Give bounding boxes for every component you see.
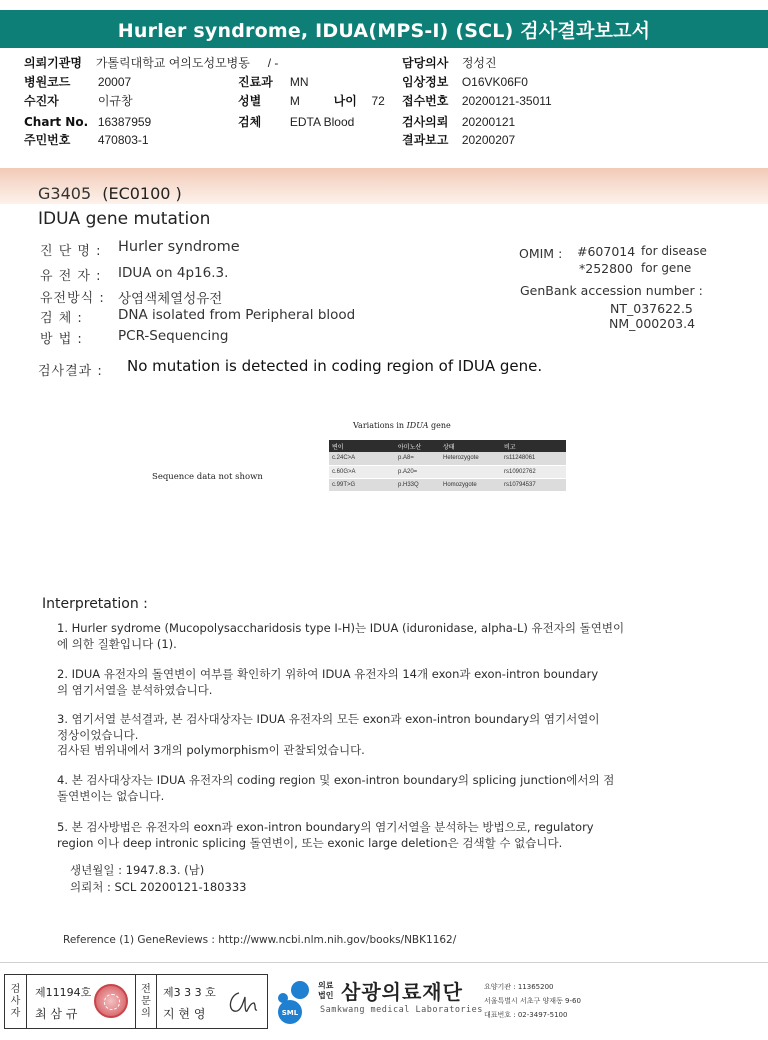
interpretation-item-1 xyxy=(57,621,707,652)
specimen-label: 검체 xyxy=(238,115,262,129)
chart-row xyxy=(24,113,151,132)
note-cell: rs10902762 xyxy=(501,465,566,478)
inspector-char-3: 자 xyxy=(10,1007,21,1019)
org-phone: 대표번호 : 02-3497-5100 xyxy=(484,1011,568,1019)
requested-row xyxy=(402,113,515,132)
col-variant: 변이 xyxy=(329,440,395,452)
institution-label: 의뢰기관명 xyxy=(24,56,82,70)
signature-mark xyxy=(223,983,263,1021)
resident-row xyxy=(24,131,149,150)
sml-logo-icon xyxy=(272,978,316,1026)
variations-title-suffix: gene xyxy=(431,421,451,430)
omim-gene-note: for gene xyxy=(641,261,692,275)
dept-value: MN xyxy=(289,75,309,89)
ec-code: (EC0100 ) xyxy=(102,184,182,203)
sex-value: M xyxy=(289,94,300,108)
inspector-seal-icon xyxy=(94,984,128,1018)
interpretation-item-5 xyxy=(57,820,707,851)
note-cell: rs11248061 xyxy=(501,452,566,465)
gene-value: IDUA on 4p16.3. xyxy=(118,265,229,281)
interpretation-item-4 xyxy=(57,773,707,804)
institution-slash: / - xyxy=(267,56,279,70)
col-status: 상태 xyxy=(440,440,501,452)
patient-label: 수진자 xyxy=(24,94,59,108)
specimen-row xyxy=(238,113,354,132)
specialist-char-3: 의 xyxy=(141,1007,151,1019)
genbank-2: NM_000203.4 xyxy=(609,316,696,331)
specialist-name: 지 현 영 xyxy=(163,1007,206,1021)
omim-gene: *252800 xyxy=(579,261,633,276)
hospital-code-label: 병원코드 xyxy=(24,75,71,89)
specialist-char-2: 문 xyxy=(141,995,151,1007)
sex-label: 성별 xyxy=(238,94,262,108)
resident-label: 주민번호 xyxy=(24,133,71,147)
omim-label: OMIM : xyxy=(519,246,563,261)
result-value: No mutation is detected in coding region of IDUA gene. xyxy=(127,357,543,375)
amino-acid-cell: p.A8= xyxy=(395,452,440,465)
genbank-label: GenBank accession number : xyxy=(520,283,703,298)
variant-cell: c.24C>A xyxy=(329,452,395,465)
item-3-line-3: 검사된 범위내에서 3개의 polymorphism이 관찰되었습니다. xyxy=(57,743,365,757)
item-2-line-2: 의 염기서열을 분석하였습니다. xyxy=(57,682,213,697)
item-3-line-1: 3. 염기서열 분석결과, 본 검사대상자는 IDUA 유전자의 모든 exon과 exon-intron boundary의 염기서열이 xyxy=(57,712,600,726)
inheritance-label: 유전방식 : xyxy=(40,291,105,306)
institution-value: 가톨릭대학교 여의도성모병동 xyxy=(95,56,250,70)
org-english-name: Samkwang medical Laboratories xyxy=(320,1005,483,1015)
inspector-number: 제11194호 xyxy=(35,986,92,999)
test-name: IDUA gene mutation xyxy=(38,209,211,229)
logo-text: SML xyxy=(281,1009,299,1017)
birth-date: 생년월일 : 1947.8.3. (남) xyxy=(70,863,205,877)
specialist-vertical-label xyxy=(135,975,157,1028)
chart-label: Chart No. xyxy=(24,115,89,129)
age-value: 72 xyxy=(371,94,385,108)
col-amino-acid: 아미노산 xyxy=(395,440,440,452)
item-1-line-2: 에 의한 질환입니다 (1). xyxy=(57,636,177,651)
item-5-line-2: region 이나 deep intronic splicing 돌연변이, 또는 exonic large deletion은 검색할 수 없습니다. xyxy=(57,835,563,850)
table-row xyxy=(329,465,566,478)
specimen-method-label: 검 체 : xyxy=(40,311,83,326)
diagnosis-label: 진 단 명 : xyxy=(40,244,102,259)
age-label: 나이 xyxy=(333,94,357,108)
table-row xyxy=(329,478,566,491)
status-cell: Heterozygote xyxy=(440,452,501,465)
test-code-value: G3405 xyxy=(38,184,92,203)
interpretation-item-2 xyxy=(57,667,707,698)
omim-disease: #607014 xyxy=(577,244,636,259)
requester: 의뢰처 : SCL 20200121-180333 xyxy=(70,880,247,894)
institution-row xyxy=(24,54,278,73)
clinical-label: 임상정보 xyxy=(402,75,449,89)
org-name: 삼광의료재단 xyxy=(341,980,463,1004)
doctor-row xyxy=(402,54,497,73)
receipt-value: 20200121-35011 xyxy=(461,94,552,108)
receipt-row xyxy=(402,92,552,111)
specimen-method-value: DNA isolated from Peripheral blood xyxy=(118,307,356,323)
inspector-vertical-label xyxy=(5,975,27,1028)
requested-label: 검사의뢰 xyxy=(402,115,449,129)
status-cell: Homozygote xyxy=(440,478,501,491)
clinical-value: O16VK06F0 xyxy=(461,75,528,89)
clinical-row xyxy=(402,73,528,92)
interpretation-item-3 xyxy=(57,712,707,759)
note-cell: rs10794537 xyxy=(501,478,566,491)
dept-label: 진료과 xyxy=(238,75,273,89)
method-label: 방 법 : xyxy=(40,332,83,347)
variant-cell: c.60G>A xyxy=(329,465,395,478)
hospital-code-row xyxy=(24,73,131,92)
result-label: 검사결과 : xyxy=(38,364,103,379)
item-1-line-1: 1. Hurler sydrome (Mucopolysaccharidosis type I-H)는 IDUA (iduronidase, alpha-L) 유전자의 돌연변이 xyxy=(57,621,625,635)
gene-label: 유 전 자 : xyxy=(40,269,102,284)
reported-row xyxy=(402,131,515,150)
col-note: 비고 xyxy=(501,440,566,452)
doctor-value: 정성진 xyxy=(461,56,497,70)
inheritance-value: 상염색체열성유전 xyxy=(118,291,223,307)
interpretation-heading: Interpretation : xyxy=(42,596,148,612)
variations-table xyxy=(329,440,566,492)
inspector-char-2: 사 xyxy=(10,995,21,1007)
variations-header-row xyxy=(329,440,566,452)
test-code xyxy=(38,184,182,203)
specimen-value: EDTA Blood xyxy=(289,115,355,129)
specialist-char-1: 전 xyxy=(141,983,151,995)
org-type-line-2: 법인 xyxy=(318,991,334,1000)
sex-age-row xyxy=(238,92,385,111)
genbank-1: NT_037622.5 xyxy=(610,301,693,316)
table-row xyxy=(329,452,566,465)
reported-label: 결과보고 xyxy=(402,133,449,147)
item-4-line-1: 4. 본 검사대상자는 IDUA 유전자의 coding region 및 exon-intron boundary의 splicing junction에서의 점 xyxy=(57,773,615,787)
inspector-char-1: 검 xyxy=(10,983,21,995)
patient-row xyxy=(24,92,133,111)
method-value: PCR-Sequencing xyxy=(118,328,229,344)
chart-value: 16387959 xyxy=(97,115,152,129)
inspector-name: 최 삼 규 xyxy=(35,1007,78,1021)
org-address: 서울특별시 서초구 양재동 9-60 xyxy=(484,997,581,1005)
omim-disease-note: for disease xyxy=(641,244,707,258)
institution-code: 요양기관 : 11365200 xyxy=(484,983,554,991)
receipt-label: 접수번호 xyxy=(402,94,449,108)
amino-acid-cell: p.A20= xyxy=(395,465,440,478)
patient-value: 이규창 xyxy=(97,94,133,108)
resident-value: 470803-1 xyxy=(97,133,149,147)
dept-row xyxy=(238,73,309,92)
variations-title xyxy=(353,421,451,430)
variant-cell: c.99T>G xyxy=(329,478,395,491)
requested-value: 20200121 xyxy=(461,115,516,129)
variations-title-prefix: Variations in xyxy=(353,421,405,430)
specialist-number: 제3 3 3 호 xyxy=(163,986,216,999)
org-type xyxy=(318,981,338,1001)
reported-value: 20200207 xyxy=(461,133,516,147)
status-cell xyxy=(440,465,501,478)
hospital-code-value: 20007 xyxy=(97,75,132,89)
sequence-note: Sequence data not shown xyxy=(152,472,263,482)
signature-box xyxy=(4,974,268,1029)
reference: Reference (1) GeneReviews : http://www.ncbi.nlm.nih.gov/books/NBK1162/ xyxy=(63,934,457,946)
report-title: Hurler syndrome, IDUA(MPS-I) (SCL) 검사결과보고서 xyxy=(0,10,768,48)
item-5-line-1: 5. 본 검사방법은 유전자의 eoxn과 exon-intron boundary의 염기서열을 분석하는 방법으로, regulatory xyxy=(57,820,594,834)
item-3-line-2: 정상이었습니다. xyxy=(57,727,139,742)
diagnosis-value: Hurler syndrome xyxy=(118,239,240,255)
doctor-label: 담당의사 xyxy=(402,56,449,70)
item-2-line-1: 2. IDUA 유전자의 돌연변이 여부를 확인하기 위하여 IDUA 유전자의 14개 exon과 exon-intron boundary xyxy=(57,667,599,681)
org-type-line-1: 의료 xyxy=(318,981,334,990)
variations-title-gene: IDUA xyxy=(406,421,429,430)
footer-divider xyxy=(0,962,768,963)
item-4-line-2: 돌연변이는 없습니다. xyxy=(57,788,165,803)
amino-acid-cell: p.H33Q xyxy=(395,478,440,491)
